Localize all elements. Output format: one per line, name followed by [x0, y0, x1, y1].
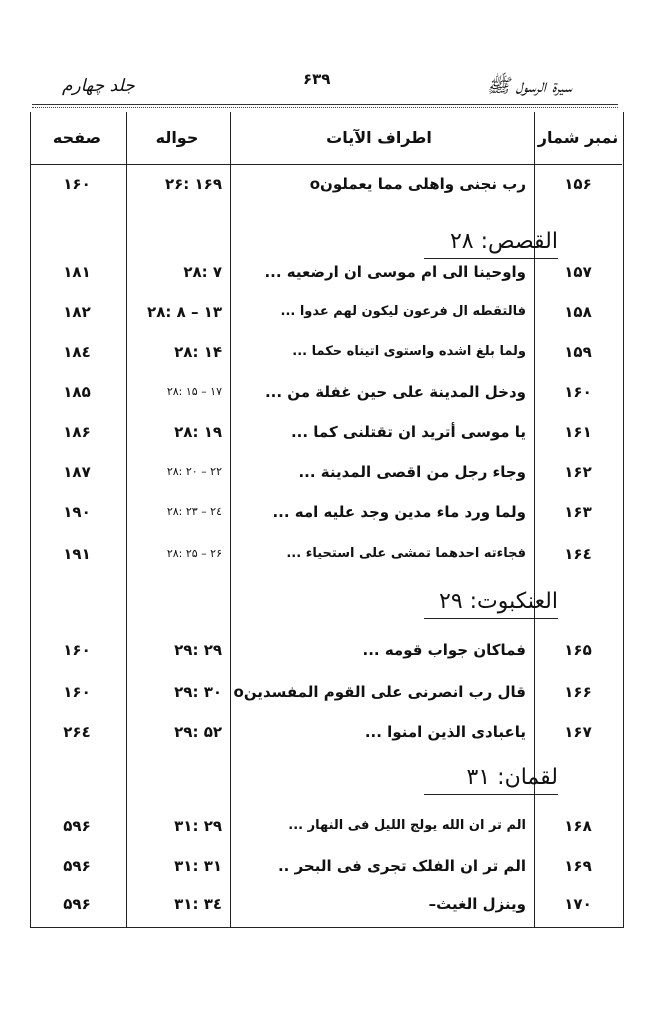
section-title-luqman: لقمان: ۳۱	[466, 765, 558, 790]
verse-reference: ۲۶: ۱۶۹	[165, 175, 222, 193]
row-number: ۱۶۵	[564, 641, 592, 659]
verse-text: الم تر ان الفلک تجری فی البحر ..	[277, 857, 526, 875]
page-ref: ۱۸۵	[63, 383, 91, 401]
verse-text: الم تر ان الله یولج اللیل فی النهار ...	[288, 818, 526, 833]
column-header-page: صفحه	[52, 128, 102, 147]
row-number: ۱۶۰	[564, 383, 592, 401]
verse-text: رب نجنی واهلی مما یعملونo	[309, 175, 526, 193]
page-ref: ۵۹۶	[63, 857, 91, 875]
page-ref: ۱۶۰	[63, 683, 91, 701]
verse-text: واوحینا الی ام موسی ان ارضعیه ...	[264, 263, 526, 281]
verse-reference: ۲۸: ۷	[183, 263, 222, 281]
page-ref: ۱۸٤	[63, 343, 91, 361]
section-underline	[424, 618, 558, 619]
section-title-ankabut: العنکبوت: ۲۹	[439, 589, 558, 614]
row-number: ۱۶۲	[564, 463, 592, 481]
verse-reference: ۳۱: ۳۱	[174, 857, 222, 875]
verse-reference: ۲۸: ۱۵ – ۱۷	[166, 385, 222, 398]
row-number: ۱۶۳	[564, 503, 592, 521]
verse-text: ولما ورد ماء مدین وجد علیه امه ...	[272, 503, 526, 521]
verse-text: وجاء رجل من اقصی المدینة ...	[298, 463, 526, 481]
page-ref: ۱۸۶	[63, 423, 91, 441]
verse-reference: ۲۸: ۲۰ – ۲۲	[166, 465, 222, 478]
page-ref: ۵۹۶	[63, 895, 91, 913]
verse-reference: ۲۹: ۳۰	[174, 683, 222, 701]
row-number: ۱۵۷	[564, 263, 592, 281]
section-underline	[424, 794, 558, 795]
row-number: ۱۵۹	[564, 343, 592, 361]
verse-reference: ۲۸: ۱۹	[174, 423, 222, 441]
verse-text: یاعبادی الذین امنوا ...	[364, 723, 526, 741]
page-ref: ۱۸۲	[63, 303, 91, 321]
verse-text: فجاءته احدهما تمشی علی استحیاء ...	[286, 546, 526, 561]
column-divider	[126, 112, 127, 927]
verse-reference: ۲۸: ۱۴	[174, 343, 222, 361]
row-number: ۱۶۷	[564, 723, 592, 741]
page-ref: ۵۹۶	[63, 817, 91, 835]
row-number: ۱۶۸	[564, 817, 592, 835]
header-divider	[32, 104, 618, 108]
verse-text: ودخل المدینة علی حین غفلة من ...	[264, 383, 526, 401]
verse-reference: ۲۹: ۵۲	[174, 723, 222, 741]
page-ref: ۱۶۰	[63, 175, 91, 193]
row-number: ۱۵۸	[564, 303, 592, 321]
row-number: ۱۶٤	[564, 545, 592, 563]
verse-reference: ۳۱: ۲۹	[174, 817, 222, 835]
verse-text: فالتقطه ال فرعون لیکون لهم عدوا ...	[280, 304, 526, 319]
verse-reference: ۲۸: ۸ – ۱۳	[147, 303, 222, 321]
verse-reference: ۲۸: ۲۵ – ۲۶	[166, 547, 222, 560]
volume-label: جلد چهارم	[62, 76, 135, 96]
verse-text: ولما بلغ اشده واستوی اتیناه حکما ...	[292, 344, 526, 359]
column-header-verses: اطراف الآیات	[326, 128, 432, 147]
row-number: ۱۶۱	[564, 423, 592, 441]
row-number: ۱۵۶	[564, 175, 592, 193]
page-ref: ۱۸۱	[63, 263, 91, 281]
section-title-qasas: القصص: ۲۸	[449, 229, 558, 254]
column-header-reference: حواله	[155, 128, 199, 147]
column-divider	[230, 112, 231, 927]
verse-text: یا موسی أترید ان تقتلنی کما ...	[290, 423, 526, 441]
verse-text: قال رب انصرنی علی القوم المفسدینo	[233, 683, 526, 701]
verse-text: وینزل الغیث–	[428, 895, 526, 913]
column-header-number: نمبر شمار	[537, 128, 619, 147]
verse-reference: ۲۹: ۲۹	[174, 641, 222, 659]
row-number: ۱۶۶	[564, 683, 592, 701]
row-number: ۱۷۰	[564, 895, 592, 913]
verse-reference: ۲۸: ۲۳ – ۲٤	[166, 505, 222, 518]
page-ref: ۲۶٤	[63, 723, 91, 741]
book-title: سیرة الرسول ﷺ	[486, 75, 572, 97]
verse-text: فماکان جواب قومه ...	[362, 641, 526, 659]
page-ref: ۱۹۱	[63, 545, 91, 563]
page-ref: ۱۹۰	[63, 503, 91, 521]
page-number: ۶۳۹	[303, 70, 331, 88]
row-number: ۱۶۹	[564, 857, 592, 875]
page-ref: ۱۶۰	[63, 641, 91, 659]
page-ref: ۱۸۷	[63, 463, 91, 481]
verse-reference: ۳۱: ۳٤	[174, 895, 222, 913]
